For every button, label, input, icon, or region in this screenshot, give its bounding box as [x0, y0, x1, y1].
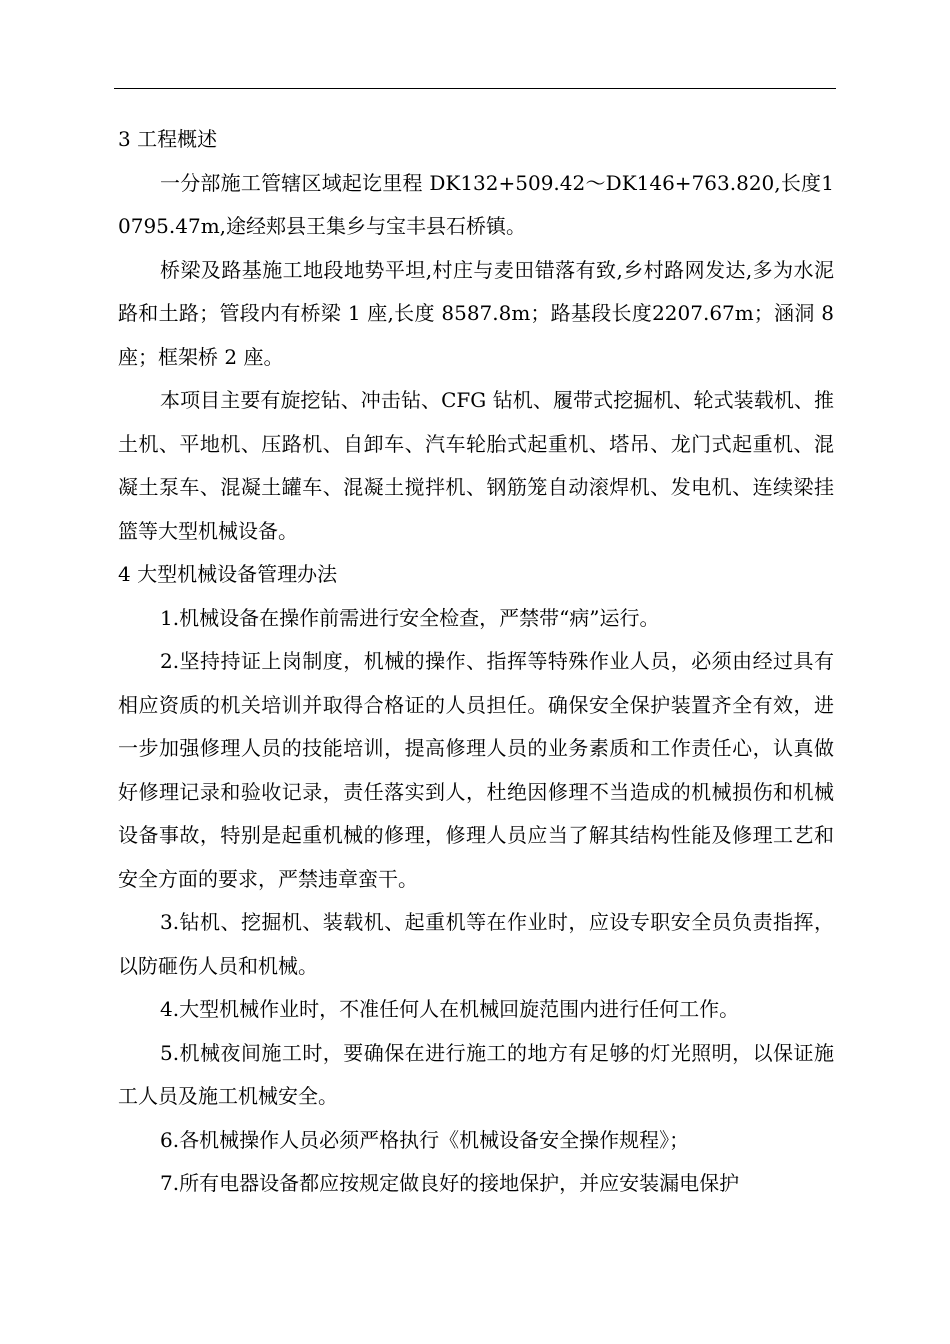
paragraph-equipment-list: 本项目主要有旋挖钻、冲击钻、CFG 钻机、履带式挖掘机、轮式装载机、推土机、平地机、压路机、自卸车、汽车轮胎式起重机、塔吊、龙门式起重机、混凝土泵车、混凝土罐车、混凝土搅拌机、钢筋笼自动滚焊机、发电机、连续梁挂篮等大型机械设备。: [118, 388, 834, 543]
paragraph-section-range: 一分部施工管辖区域起讫里程 DK132+509.42～DK146+763.820,长度10795.47m,途经郏县王集乡与宝丰县石桥镇。: [118, 170, 834, 238]
document-body: [118, 118, 834, 1206]
section-heading-project-overview: 3 工程概述: [118, 127, 218, 151]
rule-item-1: 1.机械设备在操作前需进行安全检查，严禁带“病”运行。: [160, 605, 660, 630]
header-rule: [114, 88, 836, 89]
rule-item-4: 4.大型机械作业时，不准任何人在机械回旋范围内进行任何工作。: [160, 997, 740, 1021]
paragraph-terrain: 桥梁及路基施工地段地势平坦,村庄与麦田错落有致,乡村路网发达,多为水泥路和土路；管段内有桥梁 1 座,长度 8587.8m；路基段长度2207.67m；涵洞 8 座；框架桥 2 座。: [118, 257, 834, 369]
rule-item-3: 3.钻机、挖掘机、装载机、起重机等在作业时，应设专职安全员负责指挥，以防砸伤人员和机械。: [118, 910, 834, 978]
rule-item-7: 7.所有电器设备都应按规定做良好的接地保护，并应安装漏电保护: [160, 1171, 740, 1195]
section-heading-equipment-management: 4 大型机械设备管理办法: [118, 562, 338, 586]
rule-item-6: 6.各机械操作人员必须严格执行《机械设备安全操作规程》；: [160, 1127, 690, 1152]
rule-item-2: 2.坚持持证上岗制度，机械的操作、指挥等特殊作业人员，必须由经过具有相应资质的机关培训并取得合格证的人员担任。确保安全保护装置齐全有效，进一步加强修理人员的技能培训，提高修理人员的业务素质和工作责任心，认真做好修理记录和验收记录，责任落实到人，杜绝因修理不当造成的机械损伤和机械设备事故，特别是起重机械的修理，修理人员应当了解其结构性能及修理工艺和安全方面的要求，严禁违章蛮干。: [118, 649, 834, 891]
rule-item-5: 5.机械夜间施工时，要确保在进行施工的地方有足够的灯光照明，以保证施工人员及施工机械安全。: [118, 1040, 834, 1108]
